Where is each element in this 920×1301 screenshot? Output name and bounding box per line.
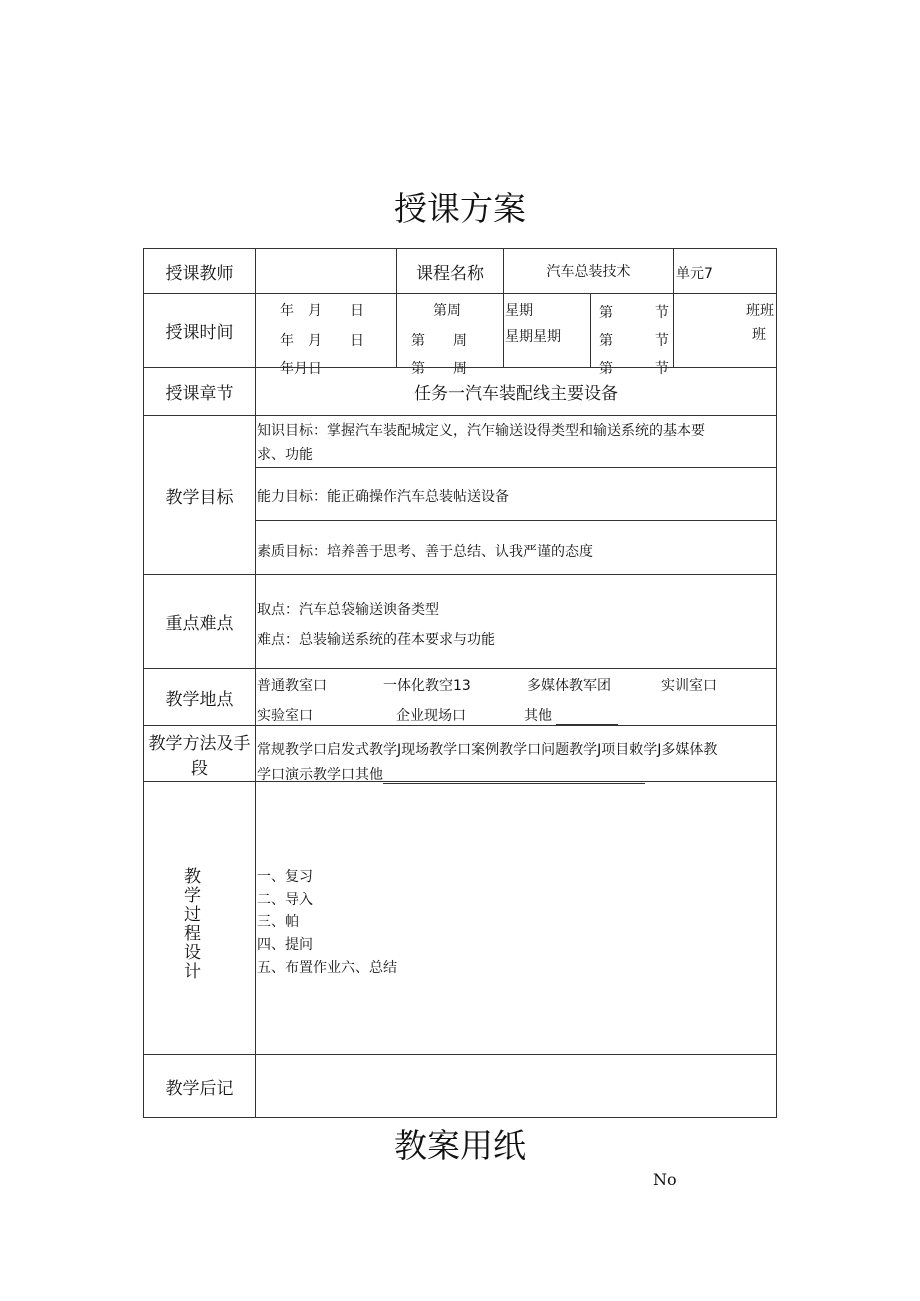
unit-value: 单元7	[673, 248, 777, 294]
keys-label: 重点难点	[143, 574, 256, 669]
week-line: 第周	[433, 303, 461, 319]
place-option-other	[524, 705, 618, 725]
method-text: 学口演示教学口其他	[257, 767, 383, 783]
process-label: 教学过程设计	[184, 867, 201, 982]
teacher-label: 授课教师	[143, 248, 256, 294]
goal-text: 素质目标：培养善于思考、善于总结、认我严谨的态度	[257, 544, 593, 560]
section-line: 第 节	[599, 333, 669, 349]
chapter-label: 授课章节	[143, 367, 256, 416]
course-label: 课程名称	[396, 248, 504, 294]
method-cell	[255, 725, 777, 782]
place-label: 教学地点	[143, 668, 256, 726]
weekday-cell	[503, 293, 591, 368]
class-line: 班	[752, 327, 766, 343]
teacher-value	[255, 248, 397, 294]
quality-goal	[255, 520, 777, 575]
weekday-line: 星期	[505, 303, 533, 319]
process-step: 四、提问	[257, 937, 313, 953]
time-label: 授课时间	[143, 293, 256, 368]
other-label: 其他	[524, 708, 552, 724]
footer-title: 教案用纸	[394, 1126, 526, 1165]
date-cell	[255, 293, 397, 377]
method-label: 教学方法及手段	[143, 725, 256, 782]
week-line: 第 周	[411, 361, 467, 377]
place-option: 企业现场口	[396, 708, 466, 724]
place-cell	[255, 668, 777, 726]
course-value: 汽车总装技术	[503, 248, 674, 294]
knowledge-goal	[255, 415, 777, 468]
section-cell	[590, 293, 674, 377]
date-line: 年 月 日	[280, 333, 364, 349]
section-line: 第 节	[599, 305, 669, 321]
class-cell	[673, 293, 777, 368]
weekday-line: 星期星期	[505, 329, 561, 345]
date-line: 年 月 日	[280, 303, 364, 319]
place-option: 实验室口	[257, 708, 313, 724]
section-line: 第 节	[599, 361, 669, 377]
key-point: 取点：汽车总袋输送谀备类型	[257, 602, 439, 618]
process-label-cell	[143, 781, 256, 1055]
week-cell	[396, 293, 504, 377]
difficulty-point: 难点：总装输送系统的荏本要求与功能	[257, 632, 495, 648]
place-option: 一体化教空13	[383, 678, 471, 694]
goal-text: 求、功能	[257, 447, 313, 463]
goal-text: 知识目标：掌握汽车装配城定义，汽乍输送设得类型和输送系统的基本要	[257, 423, 705, 439]
other-blank	[556, 710, 618, 725]
place-option: 实训室口	[661, 678, 717, 694]
process-step: 三、帕	[257, 914, 299, 930]
page-number-label: No	[653, 1170, 677, 1189]
page-title: 授课方案	[394, 189, 526, 228]
process-step: 一、复习	[257, 869, 313, 885]
process-cell	[255, 781, 777, 1055]
notes-label: 教学后记	[143, 1054, 256, 1118]
place-option: 多媒体教军团	[527, 678, 611, 694]
keys-cell	[255, 574, 777, 669]
process-step: 二、导入	[257, 892, 313, 908]
goal-text: 能力目标：能正确操作汽车总装帖送设备	[257, 489, 509, 505]
method-line: 常规教学口启发式教学J现场教学口案例教学口问题教学J项目敕学J多媒体教	[257, 742, 718, 758]
week-line: 第 周	[411, 333, 467, 349]
process-step: 五、布置作业六、总结	[257, 960, 397, 976]
place-option: 普通教室口	[257, 678, 327, 694]
notes-value	[255, 1054, 777, 1118]
chapter-value: 任务一汽车装配线主要设备	[255, 367, 777, 416]
goals-label: 教学目标	[143, 415, 256, 575]
class-line: 班班	[746, 303, 774, 319]
date-line: 年月日	[280, 361, 322, 377]
ability-goal	[255, 467, 777, 521]
